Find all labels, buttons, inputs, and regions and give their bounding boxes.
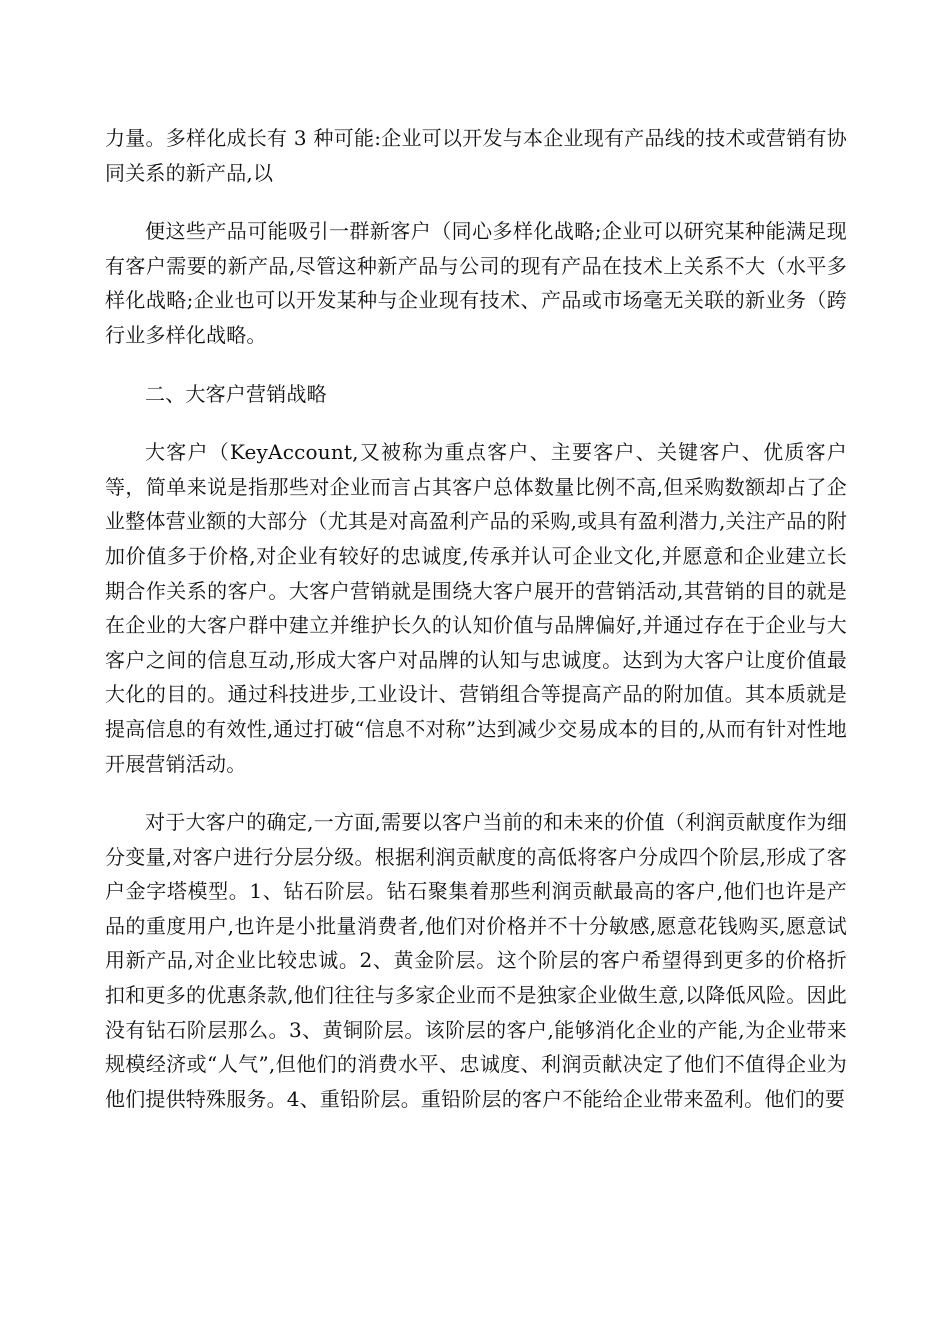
paragraph-diversification-strategies: 便这些产品可能吸引一群新客户（同心多样化战略;企业可以研究某种能满足现有客户需要的新产品,尽管这种新产品与公司的现有产品在技术上关系不大（水平多样化战略;企业也可以开发某种与企业现有技术、产品或市场毫无关联的新业务（跨行业多样化战略。 bbox=[105, 219, 847, 347]
section-heading-key-account-strategy: 二、大客户营销战略 bbox=[145, 381, 327, 406]
paragraph-key-account-definition: 大客户（KeyAccount,又被称为重点客户、主要客户、关键客户、优质客户等，简单来说是指那些对企业而言占其客户总体数量比例不高,但采购数额却占了企业整体营业额的大部分（尤其是对高盈利产品的采购,或具有盈利潜力,关注产品的附加价值多于价格,对企业有较好的忠诚度,传承并认可企业文化,并愿意和企业建立长期合作关系的客户。大客户营销就是围绕大客户展开的营销活动,其营销的目的就是在企业的大客户群中建立并维护长久的认知价值与品牌偏好,并通过存在于企业与大客户之间的信息互动,形成大客户对品牌的认知与忠诚度。达到为大客户让度价值最大化的目的。通过科技进步,工业设计、营销组合等提高产品的附加值。其本质就是提高信息的有效性,通过打破“信息不对称”达到减少交易成本的目的,从而有针对性地开展营销活动。 bbox=[105, 440, 847, 776]
paragraph-continuation: 力量。多样化成长有 3 种可能:企业可以开发与本企业现有产品线的技术或营销有协同关系的新产品,以 bbox=[105, 126, 847, 185]
document-page bbox=[105, 121, 847, 1116]
paragraph-customer-pyramid: 对于大客户的确定,一方面,需要以客户当前的和未来的价值（利润贡献度作为细分变量,对客户进行分层分级。根据利润贡献度的高低将客户分成四个阶层,形成了客户金字塔模型。1、钻石阶层。钻石聚集着那些利润贡献最高的客户,他们也许是产品的重度用户,也许是小批量消费者,他们对价格并不十分敏感,愿意花钱购买,愿意试用新产品,对企业比较忠诚。2、黄金阶层。这个阶层的客户希望得到更多的价格折扣和更多的优惠条款,他们往往与多家企业而不是独家企业做生意,以降低风险。因此没有钻石阶层那么。3、黄铜阶层。该阶层的客户,能够消化企业的产能,为企业带来规模经济或“人气”,但他们的消费水平、忠诚度、利润贡献决定了他们不值得企业为他们提供特殊服务。4、重铅阶层。重铅阶层的客户不能给企业带来盈利。他们的要 bbox=[105, 810, 847, 1111]
